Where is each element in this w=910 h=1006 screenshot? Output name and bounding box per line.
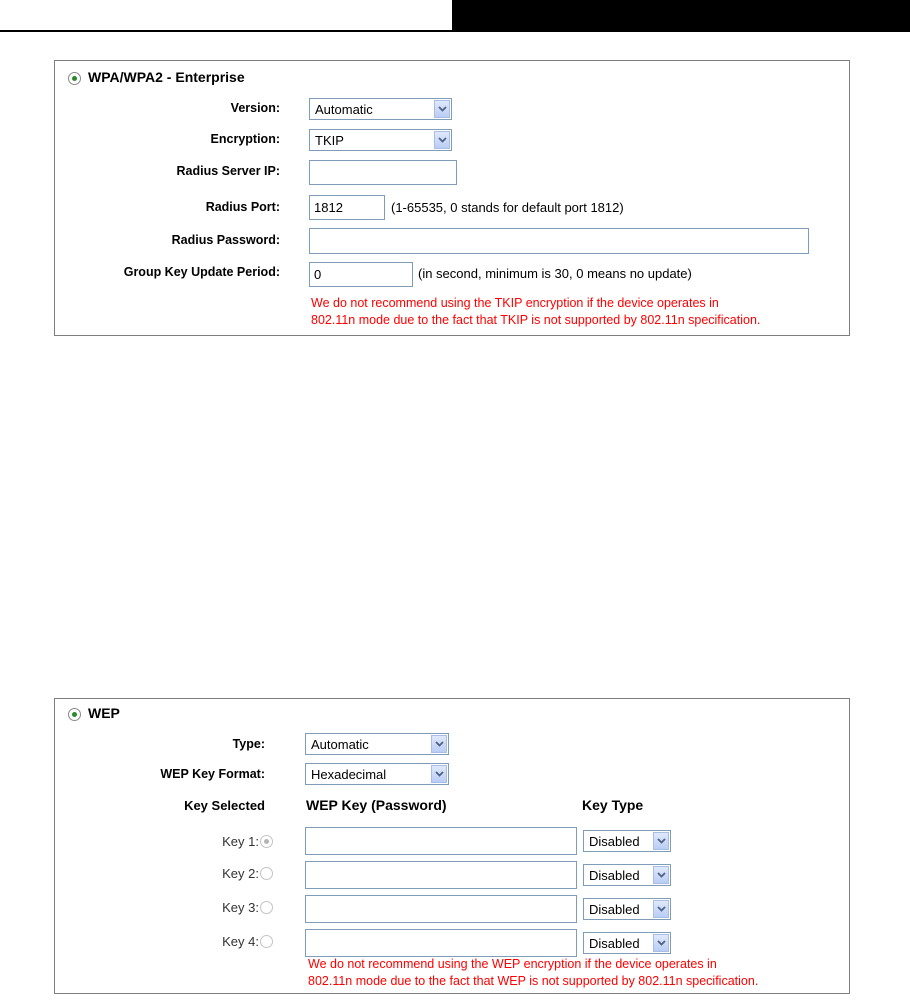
key-4-input[interactable] — [305, 929, 577, 957]
chevron-down-icon — [431, 765, 447, 783]
encryption-label: Encryption: — [210, 132, 280, 146]
key-3-type-value: Disabled — [589, 902, 640, 917]
tkip-warning-line2: 802.11n mode due to the fact that TKIP is not supported by 802.11n specification. — [311, 313, 761, 327]
radius-port-hint: (1-65535, 0 stands for default port 1812) — [391, 200, 624, 215]
type-label: Type: — [232, 737, 265, 751]
key-4-type-value: Disabled — [589, 936, 640, 951]
version-select-value: Automatic — [315, 102, 373, 117]
type-select[interactable] — [305, 733, 449, 755]
chevron-down-icon — [434, 100, 450, 118]
key-1-label: Key 1: — [222, 834, 259, 849]
chevron-down-icon — [653, 900, 669, 918]
wep-warning-line1: We do not recommend using the WEP encryption if the device operates in — [308, 957, 717, 971]
chevron-down-icon — [653, 934, 669, 952]
group-key-update-period-hint: (in second, minimum is 30, 0 means no update) — [418, 266, 692, 281]
key-1-input[interactable] — [305, 827, 577, 855]
key-4-label: Key 4: — [222, 934, 259, 949]
chevron-down-icon — [653, 832, 669, 850]
wpa-enterprise-radio[interactable] — [68, 72, 81, 85]
version-select[interactable] — [309, 98, 452, 120]
encryption-select-value: TKIP — [315, 133, 344, 148]
type-select-value: Automatic — [311, 737, 369, 752]
header-bar — [452, 0, 910, 32]
key-2-type-select[interactable] — [583, 864, 671, 886]
key-1-radio[interactable] — [260, 835, 273, 848]
wpa-enterprise-panel — [54, 60, 850, 336]
tkip-warning-line1: We do not recommend using the TKIP encryption if the device operates in — [311, 296, 719, 310]
chevron-down-icon — [431, 735, 447, 753]
wep-title: WEP — [88, 705, 120, 721]
key-selected-header: Key Selected — [184, 798, 265, 813]
key-2-input[interactable] — [305, 861, 577, 889]
version-label: Version: — [230, 101, 280, 115]
key-3-input[interactable] — [305, 895, 577, 923]
wep-key-format-label: WEP Key Format: — [160, 767, 265, 781]
radius-password-input[interactable] — [309, 228, 809, 254]
key-3-type-select[interactable] — [583, 898, 671, 920]
key-3-label: Key 3: — [222, 900, 259, 915]
wep-key-format-select[interactable] — [305, 763, 449, 785]
group-key-update-period-label: Group Key Update Period: — [123, 265, 280, 279]
encryption-select[interactable] — [309, 129, 452, 151]
radius-server-ip-input[interactable] — [309, 160, 457, 185]
key-2-radio[interactable] — [260, 867, 273, 880]
key-4-radio[interactable] — [260, 935, 273, 948]
key-1-type-value: Disabled — [589, 834, 640, 849]
key-2-type-value: Disabled — [589, 868, 640, 883]
radius-port-input[interactable] — [309, 195, 385, 220]
group-key-update-period-input[interactable] — [309, 262, 413, 287]
radius-port-label: Radius Port: — [205, 200, 280, 214]
key-3-radio[interactable] — [260, 901, 273, 914]
wep-panel — [54, 698, 850, 994]
chevron-down-icon — [434, 131, 450, 149]
wep-key-format-select-value: Hexadecimal — [311, 767, 387, 782]
key-type-header: Key Type — [582, 797, 644, 813]
key-2-label: Key 2: — [222, 866, 259, 881]
radius-password-label: Radius Password: — [171, 233, 280, 247]
wpa-enterprise-title: WPA/WPA2 - Enterprise — [88, 69, 245, 85]
key-4-type-select[interactable] — [583, 932, 671, 954]
key-1-type-select[interactable] — [583, 830, 671, 852]
wep-key-header: WEP Key (Password) — [306, 797, 447, 813]
radius-server-ip-label: Radius Server IP: — [176, 164, 280, 178]
wep-radio[interactable] — [68, 708, 81, 721]
chevron-down-icon — [653, 866, 669, 884]
wep-warning-line2: 802.11n mode due to the fact that WEP is not supported by 802.11n specification. — [308, 974, 759, 988]
